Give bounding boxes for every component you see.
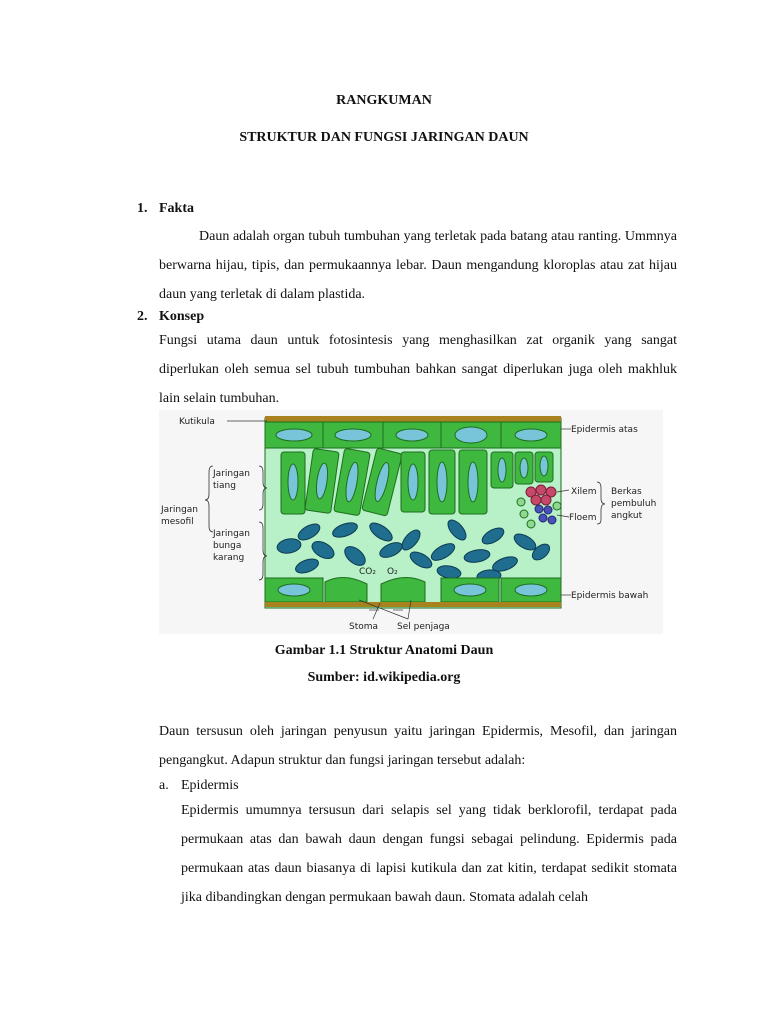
nucleus: [288, 464, 298, 500]
phloem-cell: [544, 506, 552, 514]
nucleus: [520, 458, 528, 478]
nucleus: [335, 429, 371, 441]
label-sel-penjaga: Sel penjaga: [397, 622, 450, 632]
document-title: RANGKUMAN: [336, 93, 432, 108]
bundle-sheath-cell: [520, 510, 528, 518]
nucleus: [498, 458, 506, 482]
label-jaringan-mesofil-1: Jaringan: [161, 505, 199, 515]
label-jaringan-mesofil-2: mesofil: [161, 517, 194, 527]
label-xilem: Xilem: [571, 487, 597, 497]
bundle-sheath-cell: [517, 498, 525, 506]
label-epidermis-atas: Epidermis atas: [571, 425, 638, 435]
figure-source: Sumber: id.wikipedia.org: [307, 670, 461, 685]
label-jaringan-bunga-2: bunga: [213, 541, 242, 551]
section-1-number: 1.: [137, 201, 148, 216]
nucleus: [468, 462, 478, 502]
nucleus: [454, 584, 486, 596]
section-1-heading: [137, 201, 194, 217]
phloem-cell: [535, 505, 543, 513]
xylem-cell: [531, 495, 541, 505]
intro-paragraph: Daun tersusun oleh jaringan penyusun yaitu jaringan Epidermis, Mesofil, dan jaringan pengangkut. Adapun struktur dan fungsi jaringan tersebut adalah:: [159, 724, 677, 768]
figure-caption: Gambar 1.1 Struktur Anatomi Daun: [274, 643, 494, 658]
label-berkas-2: pembuluh: [611, 499, 657, 509]
phloem-cell: [539, 514, 547, 522]
nucleus: [540, 456, 548, 476]
label-berkas-3: angkut: [611, 511, 643, 521]
guard-cell: [381, 577, 425, 602]
label-co2: CO₂: [359, 567, 376, 577]
subsection-a-title: Epidermis: [181, 778, 239, 793]
label-berkas-1: Berkas: [611, 487, 642, 497]
bundle-sheath-cell: [527, 520, 535, 528]
label-stoma: Stoma: [349, 622, 379, 632]
nucleus: [408, 464, 418, 500]
nucleus: [276, 429, 312, 441]
cuticle-top: [265, 416, 561, 422]
section-1-text: Daun adalah organ tubuh tumbuhan yang terletak pada batang atau ranting. Ummnya berwarna hijau, tipis, dan permukaannya lebar. Daun mengandung kloroplas atau zat hijau daun yang terletak di dalam plastida.: [159, 229, 677, 302]
label-jaringan-tiang-1: Jaringan: [213, 469, 251, 479]
nucleus: [515, 584, 547, 596]
subsection-a-text: Epidermis umumnya tersusun dari selapis sel yang tidak berklorofil, terdapat pada permukaan atas dan bawah daun dengan fungsi sebagai pelindung. Epidermis pada permukaan atas daun biasanya di lapisi kutikula dan zat kitin, terdapat sedikit stomata jika dibandingkan dengan permukaan bawah daun. Stomata adalah celah: [181, 803, 677, 905]
nucleus: [437, 462, 447, 502]
upper-epidermis: [265, 422, 561, 448]
leaf-anatomy-figure: [159, 410, 663, 634]
label-jaringan-tiang-2: tiang: [213, 481, 236, 491]
lower-epidermis: [265, 577, 561, 602]
nucleus: [396, 429, 428, 441]
label-floem: Floem: [569, 513, 597, 523]
label-epidermis-bawah: Epidermis bawah: [571, 591, 649, 601]
nucleus: [515, 429, 547, 441]
nucleus: [455, 427, 487, 443]
label-jaringan-bunga-1: Jaringan: [213, 529, 251, 539]
section-2-text: Fungsi utama daun untuk fotosintesis yang menghasilkan zat organik yang sangat diperlukan oleh semua sel tubuh tumbuhan bahkan sangat diperlukan juga oleh makhluk lain selain tumbuhan.: [159, 333, 677, 406]
xylem-cell: [541, 495, 551, 505]
bundle-sheath-cell: [553, 502, 561, 510]
phloem-cell: [548, 516, 556, 524]
nucleus: [278, 584, 310, 596]
label-jaringan-bunga-3: karang: [213, 553, 245, 563]
subsection-a-mark: a.: [159, 778, 169, 793]
guard-cell: [325, 577, 367, 602]
document-subtitle: STRUKTUR DAN FUNGSI JARINGAN DAUN: [239, 130, 529, 145]
cuticle-bottom: [265, 602, 561, 607]
label-o2: O₂: [387, 567, 398, 577]
section-2-heading: [137, 309, 205, 325]
xylem-cell: [536, 485, 546, 495]
section-2-title: Konsep: [159, 309, 205, 324]
section-2-number: 2.: [137, 309, 148, 324]
section-1-title: Fakta: [159, 201, 194, 216]
label-kutikula: Kutikula: [179, 417, 215, 427]
